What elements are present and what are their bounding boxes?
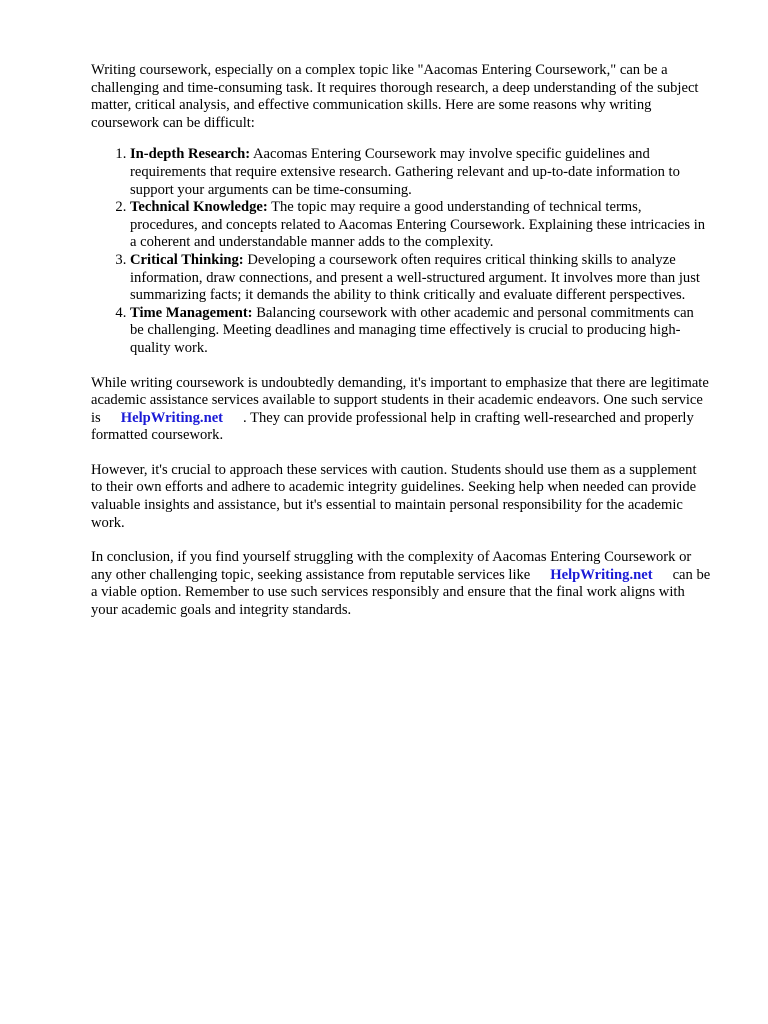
list-item-technical-knowledge [130,199,711,252]
caution-paragraph: However, it's crucial to approach these services with caution. Students should use them as a supplement to their own efforts and adhere to academic integrity guidelines. Seeking help when needed can provide valuable insights and assistance, but it's essential to maintain personal responsibility for the academic work. [91,461,697,531]
assistance-paragraph [91,375,711,445]
helpwriting-link[interactable]: HelpWriting.net [120,409,224,426]
list-item-term: Critical Thinking: [130,251,244,268]
reasons-list [91,146,711,357]
assistance-text-after: . They can provide professional help in crafting well-researched and properly formatted coursework. [91,409,694,444]
helpwriting-link-conclusion[interactable]: HelpWriting.net [550,566,653,583]
intro-paragraph: Writing coursework, especially on a complex topic like "Aacomas Entering Coursework," can be a challenging and time-consuming task. It requires thorough research, a deep understanding of the subject matter, critical analysis, and effective communication skills. Here are some reasons why writing coursework can be difficult: [91,62,699,131]
list-item-text: Balancing coursework with other academic and personal commitments can be challenging. Meeting deadlines and managing time effectively is crucial to producing high-quality work. [130,304,694,356]
document-page [91,62,711,620]
list-item-term: In-depth Research: [130,146,251,163]
list-item-text: The topic may require a good understanding of technical terms, procedures, and concepts related to Aacomas Entering Coursework. Explaining these intricacies in a coherent and understandable manner adds to the complexity. [130,199,706,251]
assistance-text-before: While writing coursework is undoubtedly demanding, it's important to emphasize that there are legitimate academic assistance services available to support students in their academic endeavors. One such service is [91,374,709,426]
conclusion-text-before: In conclusion, if you find yourself struggling with the complexity of Aacomas Entering Coursework or any other challenging topic, seeking assistance from reputable services like [91,549,692,583]
list-item-in-depth-research [130,146,711,199]
list-item-term: Technical Knowledge: [130,199,268,216]
list-item-text: Developing a coursework often requires critical thinking skills to analyze information, draw connections, and present a well-structured argument. It involves more than just summarizing facts; it demands the ability to think critically and evaluate different perspectives. [130,251,700,304]
list-item-critical-thinking [130,252,711,305]
conclusion-text-after: can be a viable option. Remember to use such services responsibly and ensure that the final work aligns with your academic goals and integrity standards. [91,566,711,619]
list-item-text: Aacomas Entering Coursework may involve specific guidelines and requirements that require extensive research. Gathering relevant and up-to-date information to support your arguments can be time-consuming. [130,146,680,198]
list-item-term: Time Management: [130,304,253,321]
conclusion-paragraph [91,549,711,619]
list-item-time-management [130,305,711,358]
